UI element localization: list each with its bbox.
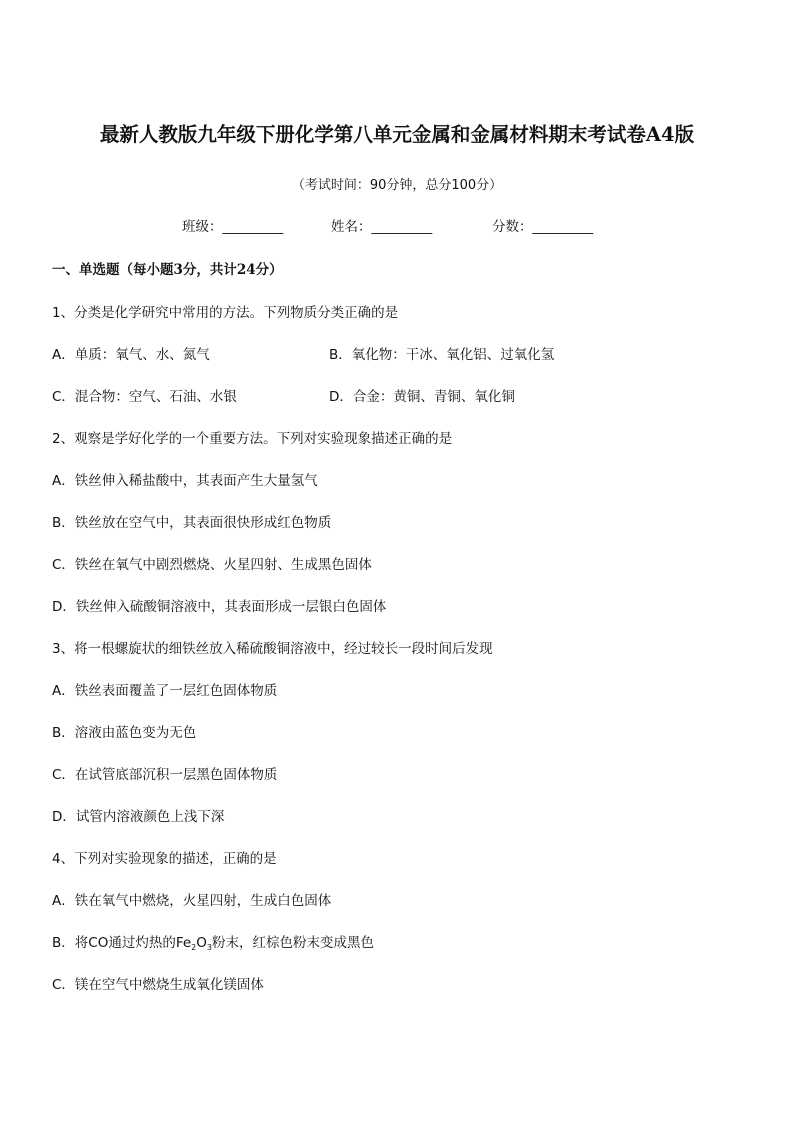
- class-blank: _________: [222, 219, 284, 235]
- question-3-option-d: D．试管内溶液颜色上浅下深: [52, 809, 225, 825]
- question-2-stem: 2、观察是学好化学的一个重要方法。下列对实验现象描述正确的是: [52, 431, 453, 447]
- question-3-option-a: A．铁丝表面覆盖了一层红色固体物质: [52, 683, 278, 699]
- question-2-option-a: A．铁丝伸入稀盐酸中，其表面产生大量氢气: [52, 473, 318, 489]
- option-b-text-pre: B．将CO通过灼热的Fe: [52, 935, 192, 951]
- question-4-option-a: A．铁在氧气中燃烧，火星四射，生成白色固体: [52, 893, 332, 909]
- question-1-option-b: B．氧化物：干冰、氧化铝、过氧化氢: [329, 347, 555, 363]
- question-1-option-d: D．合金：黄铜、青铜、氧化铜: [329, 389, 515, 405]
- formula-subscript-2: 2: [191, 943, 197, 952]
- formula-subscript-3: 3: [206, 943, 212, 952]
- page-title: 最新人教版九年级下册化学第八单元金属和金属材料期末考试卷A4版: [99, 123, 695, 146]
- question-1-stem: 1、分类是化学研究中常用的方法。下列物质分类正确的是: [52, 305, 399, 321]
- score-blank: _________: [532, 219, 594, 235]
- question-2-option-d: D．铁丝伸入硫酸铜溶液中，其表面形成一层银白色固体: [52, 599, 387, 615]
- question-4-option-b: [52, 931, 374, 952]
- name-field: [331, 215, 432, 235]
- question-2-option-c: C．铁丝在氧气中剧烈燃烧、火星四射、生成黑色固体: [52, 557, 372, 573]
- question-4-stem: 4、下列对实验现象的描述，正确的是: [52, 851, 277, 867]
- section-title-single-choice: 一、单选题（每小题3分，共计24分）: [52, 262, 283, 278]
- question-1-option-c: C．混合物：空气、石油、水银: [52, 389, 237, 405]
- question-2-option-b: B．铁丝放在空气中，其表面很快形成红色物质: [52, 515, 332, 531]
- score-field: [492, 215, 593, 235]
- question-3-option-c: C．在试管底部沉积一层黑色固体物质: [52, 767, 278, 783]
- name-label: 姓名：: [331, 219, 372, 235]
- class-field: [182, 215, 283, 235]
- question-1-option-a: A．单质：氧气、水、氮气: [52, 347, 210, 363]
- exam-info: （考试时间：90分钟，总分100分）: [291, 178, 503, 193]
- question-3-option-b: B．溶液由蓝色变为无色: [52, 725, 197, 741]
- option-b-text-post: 粉末，红棕色粉末变成黑色: [211, 935, 374, 951]
- class-label: 班级：: [182, 219, 223, 235]
- question-3-stem: 3、将一根螺旋状的细铁丝放入稀硫酸铜溶液中，经过较长一段时间后发现: [52, 641, 493, 657]
- name-blank: _________: [371, 219, 433, 235]
- score-label: 分数：: [492, 219, 533, 235]
- formula-oxygen: O: [196, 935, 207, 951]
- question-4-option-c: C．镁在空气中燃烧生成氧化镁固体: [52, 977, 264, 993]
